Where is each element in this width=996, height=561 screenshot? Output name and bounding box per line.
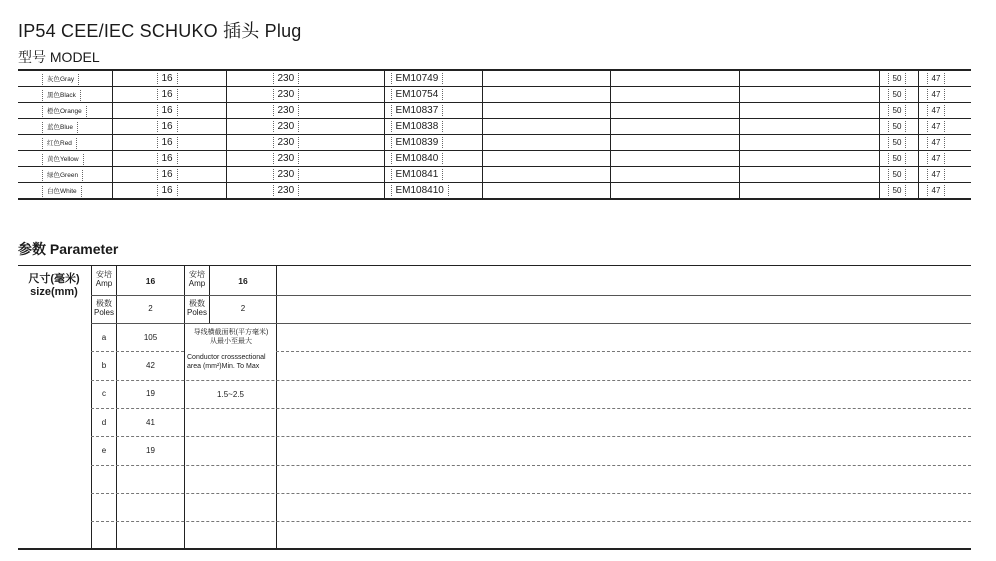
model-empty-cell bbox=[482, 119, 610, 135]
model-value-2-cell bbox=[918, 70, 971, 87]
poles-label-2 bbox=[185, 299, 209, 317]
amp-label-en: Amp bbox=[95, 279, 113, 288]
model-voltage: 230 bbox=[273, 105, 300, 116]
model-value-1-cell bbox=[879, 70, 918, 87]
dim-label: b bbox=[101, 361, 107, 370]
amp-value: 16 bbox=[145, 276, 156, 286]
model-color: 黄色Yellow bbox=[42, 154, 84, 165]
model-code: EM10754 bbox=[391, 89, 444, 100]
dim-label: d bbox=[101, 418, 107, 427]
conductor-en-line2: area (mm²)Min. To Max bbox=[187, 363, 260, 370]
model-empty-cell bbox=[739, 151, 879, 167]
model-amp: 16 bbox=[157, 73, 178, 84]
model-value-2: 47 bbox=[927, 121, 946, 132]
model-empty-cell bbox=[739, 183, 879, 200]
model-amp: 16 bbox=[157, 105, 178, 116]
model-value-1-cell bbox=[879, 151, 918, 167]
model-amp: 16 bbox=[157, 121, 178, 132]
divider bbox=[91, 408, 971, 409]
dim-label: e bbox=[101, 446, 107, 455]
model-code: EM10837 bbox=[391, 105, 444, 116]
model-voltage: 230 bbox=[273, 121, 300, 132]
parameter-table-bottom-border bbox=[18, 548, 971, 550]
model-empty-cell bbox=[482, 103, 610, 119]
model-value-1: 50 bbox=[888, 89, 907, 100]
model-value-2-cell bbox=[918, 167, 971, 183]
model-value-2-cell bbox=[918, 183, 971, 200]
dim-value: 42 bbox=[146, 361, 155, 370]
poles-label bbox=[92, 299, 116, 317]
conductor-cn-line1: 导线横截面积(平方毫米) bbox=[193, 329, 269, 336]
model-value-1: 50 bbox=[888, 153, 907, 164]
size-label bbox=[22, 273, 86, 299]
model-value-2-cell bbox=[918, 135, 971, 151]
model-code-cell bbox=[384, 167, 482, 183]
model-empty-cell bbox=[610, 87, 739, 103]
model-value-2-cell bbox=[918, 103, 971, 119]
model-code-cell bbox=[384, 135, 482, 151]
model-amp-cell bbox=[112, 183, 226, 200]
model-section-label: 型号 MODEL bbox=[18, 49, 100, 65]
model-voltage: 230 bbox=[273, 185, 300, 196]
model-color-cell bbox=[18, 183, 112, 200]
model-value-1: 50 bbox=[888, 169, 907, 180]
model-value-2: 47 bbox=[927, 185, 946, 196]
model-empty-cell bbox=[610, 103, 739, 119]
model-code: EM10839 bbox=[391, 137, 444, 148]
model-row bbox=[18, 119, 971, 135]
amp-label2-cn: 安培 bbox=[189, 270, 205, 279]
model-color-cell bbox=[18, 151, 112, 167]
conductor-label-cn bbox=[186, 328, 276, 346]
model-voltage-cell bbox=[226, 167, 384, 183]
model-value-1-cell bbox=[879, 135, 918, 151]
model-empty-cell bbox=[610, 135, 739, 151]
model-value-2: 47 bbox=[927, 153, 946, 164]
model-empty-cell bbox=[482, 151, 610, 167]
model-amp-cell bbox=[112, 70, 226, 87]
model-voltage: 230 bbox=[273, 137, 300, 148]
model-empty-cell bbox=[739, 70, 879, 87]
model-empty-cell bbox=[610, 183, 739, 200]
model-amp-cell bbox=[112, 167, 226, 183]
model-row bbox=[18, 183, 971, 200]
divider bbox=[91, 323, 971, 324]
model-value-1-cell bbox=[879, 183, 918, 200]
model-color: 灰色Gray bbox=[42, 74, 79, 85]
model-color-cell bbox=[18, 135, 112, 151]
size-label-en: size(mm) bbox=[30, 286, 78, 298]
model-value-2-cell bbox=[918, 151, 971, 167]
conductor-cn-line2: 从最小至最大 bbox=[210, 338, 252, 345]
model-value-2-cell bbox=[918, 119, 971, 135]
divider bbox=[91, 465, 971, 466]
model-amp: 16 bbox=[157, 169, 178, 180]
dim-value: 19 bbox=[146, 446, 155, 455]
model-voltage-cell bbox=[226, 151, 384, 167]
model-code-cell bbox=[384, 70, 482, 87]
model-row bbox=[18, 87, 971, 103]
poles-label-cn: 极数 bbox=[96, 299, 112, 308]
model-value-2: 47 bbox=[927, 169, 946, 180]
model-value-2-cell bbox=[918, 87, 971, 103]
model-color-cell bbox=[18, 103, 112, 119]
model-color-cell bbox=[18, 119, 112, 135]
dim-value: 105 bbox=[143, 333, 158, 342]
model-row bbox=[18, 103, 971, 119]
model-amp: 16 bbox=[157, 153, 178, 164]
page-title: IP54 CEE/IEC SCHUKO 插头 Plug bbox=[18, 21, 302, 41]
model-empty-cell bbox=[739, 167, 879, 183]
divider bbox=[91, 295, 971, 296]
model-empty-cell bbox=[610, 70, 739, 87]
model-color: 白色White bbox=[42, 186, 82, 197]
model-row bbox=[18, 151, 971, 167]
conductor-en-line1: Conductor crosssectional bbox=[187, 354, 266, 361]
model-empty-cell bbox=[739, 87, 879, 103]
model-empty-cell bbox=[482, 135, 610, 151]
model-value-1-cell bbox=[879, 119, 918, 135]
amp-label2-en: Amp bbox=[188, 279, 206, 288]
poles-label2-en: Poles bbox=[186, 308, 207, 317]
divider bbox=[91, 493, 971, 494]
model-color: 黑色Black bbox=[42, 90, 81, 101]
model-code-cell bbox=[384, 87, 482, 103]
model-empty-cell bbox=[482, 167, 610, 183]
divider bbox=[276, 265, 277, 549]
model-row bbox=[18, 167, 971, 183]
model-row bbox=[18, 135, 971, 151]
conductor-label-en bbox=[187, 353, 277, 371]
conductor-range: 1.5~2.5 bbox=[217, 390, 244, 399]
model-value-1: 50 bbox=[888, 137, 907, 148]
model-amp: 16 bbox=[157, 185, 178, 196]
model-voltage: 230 bbox=[273, 73, 300, 84]
model-voltage-cell bbox=[226, 119, 384, 135]
model-color-cell bbox=[18, 167, 112, 183]
model-color: 绿色Green bbox=[42, 170, 83, 181]
model-value-2: 47 bbox=[927, 89, 946, 100]
model-voltage-cell bbox=[226, 70, 384, 87]
model-voltage: 230 bbox=[273, 89, 300, 100]
divider bbox=[276, 351, 971, 352]
amp-label bbox=[92, 270, 116, 288]
dim-label: a bbox=[101, 333, 107, 342]
dim-label: c bbox=[102, 389, 106, 398]
model-value-1-cell bbox=[879, 167, 918, 183]
model-empty-cell bbox=[482, 87, 610, 103]
model-value-2: 47 bbox=[927, 137, 946, 148]
amp-label-cn: 安培 bbox=[96, 270, 112, 279]
model-code: EM10749 bbox=[391, 73, 444, 84]
poles-label2-cn: 极数 bbox=[189, 299, 205, 308]
poles-value-2: 2 bbox=[240, 304, 246, 313]
model-empty-cell bbox=[739, 103, 879, 119]
divider bbox=[91, 380, 971, 381]
amp-label-2 bbox=[185, 270, 209, 288]
model-color: 红色Red bbox=[42, 138, 77, 149]
model-voltage-cell bbox=[226, 87, 384, 103]
model-empty-cell bbox=[610, 119, 739, 135]
model-empty-cell bbox=[610, 167, 739, 183]
model-amp-cell bbox=[112, 135, 226, 151]
model-voltage-cell bbox=[226, 135, 384, 151]
model-amp-cell bbox=[112, 119, 226, 135]
dim-value: 19 bbox=[146, 389, 155, 398]
model-amp-cell bbox=[112, 103, 226, 119]
model-code: EM108410 bbox=[391, 185, 449, 196]
model-voltage-cell bbox=[226, 183, 384, 200]
model-voltage: 230 bbox=[273, 153, 300, 164]
model-code-cell bbox=[384, 151, 482, 167]
model-code: EM10840 bbox=[391, 153, 444, 164]
parameter-section-label: 参数 Parameter bbox=[18, 241, 119, 257]
model-value-2: 47 bbox=[927, 105, 946, 116]
model-row bbox=[18, 70, 971, 87]
model-amp-cell bbox=[112, 87, 226, 103]
model-value-1-cell bbox=[879, 87, 918, 103]
model-value-1-cell bbox=[879, 103, 918, 119]
poles-label-en: Poles bbox=[93, 308, 114, 317]
model-value-2: 47 bbox=[927, 73, 946, 84]
model-code: EM10838 bbox=[391, 121, 444, 132]
parameter-table-top-border bbox=[18, 265, 971, 266]
size-label-cn: 尺寸(毫米) bbox=[28, 273, 80, 285]
model-code: EM10841 bbox=[391, 169, 444, 180]
model-amp: 16 bbox=[157, 89, 178, 100]
model-code-cell bbox=[384, 103, 482, 119]
model-amp-cell bbox=[112, 151, 226, 167]
poles-value: 2 bbox=[148, 304, 153, 313]
model-value-1: 50 bbox=[888, 121, 907, 132]
dim-value: 41 bbox=[146, 418, 155, 427]
model-value-1: 50 bbox=[888, 185, 907, 196]
model-code-cell bbox=[384, 183, 482, 200]
model-color-cell bbox=[18, 87, 112, 103]
amp-value-2: 16 bbox=[238, 276, 248, 286]
divider bbox=[91, 521, 971, 522]
model-empty-cell bbox=[739, 135, 879, 151]
model-amp: 16 bbox=[157, 137, 178, 148]
model-color: 橙色Orange bbox=[42, 106, 87, 117]
model-voltage: 230 bbox=[273, 169, 300, 180]
divider bbox=[91, 436, 971, 437]
model-code-cell bbox=[384, 119, 482, 135]
divider bbox=[91, 351, 184, 352]
model-color-cell bbox=[18, 70, 112, 87]
model-color: 蓝色Blue bbox=[42, 122, 78, 133]
model-empty-cell bbox=[739, 119, 879, 135]
model-value-1: 50 bbox=[888, 105, 907, 116]
model-voltage-cell bbox=[226, 103, 384, 119]
model-table bbox=[18, 69, 971, 200]
model-value-1: 50 bbox=[888, 73, 907, 84]
model-empty-cell bbox=[482, 70, 610, 87]
model-empty-cell bbox=[482, 183, 610, 200]
model-empty-cell bbox=[610, 151, 739, 167]
